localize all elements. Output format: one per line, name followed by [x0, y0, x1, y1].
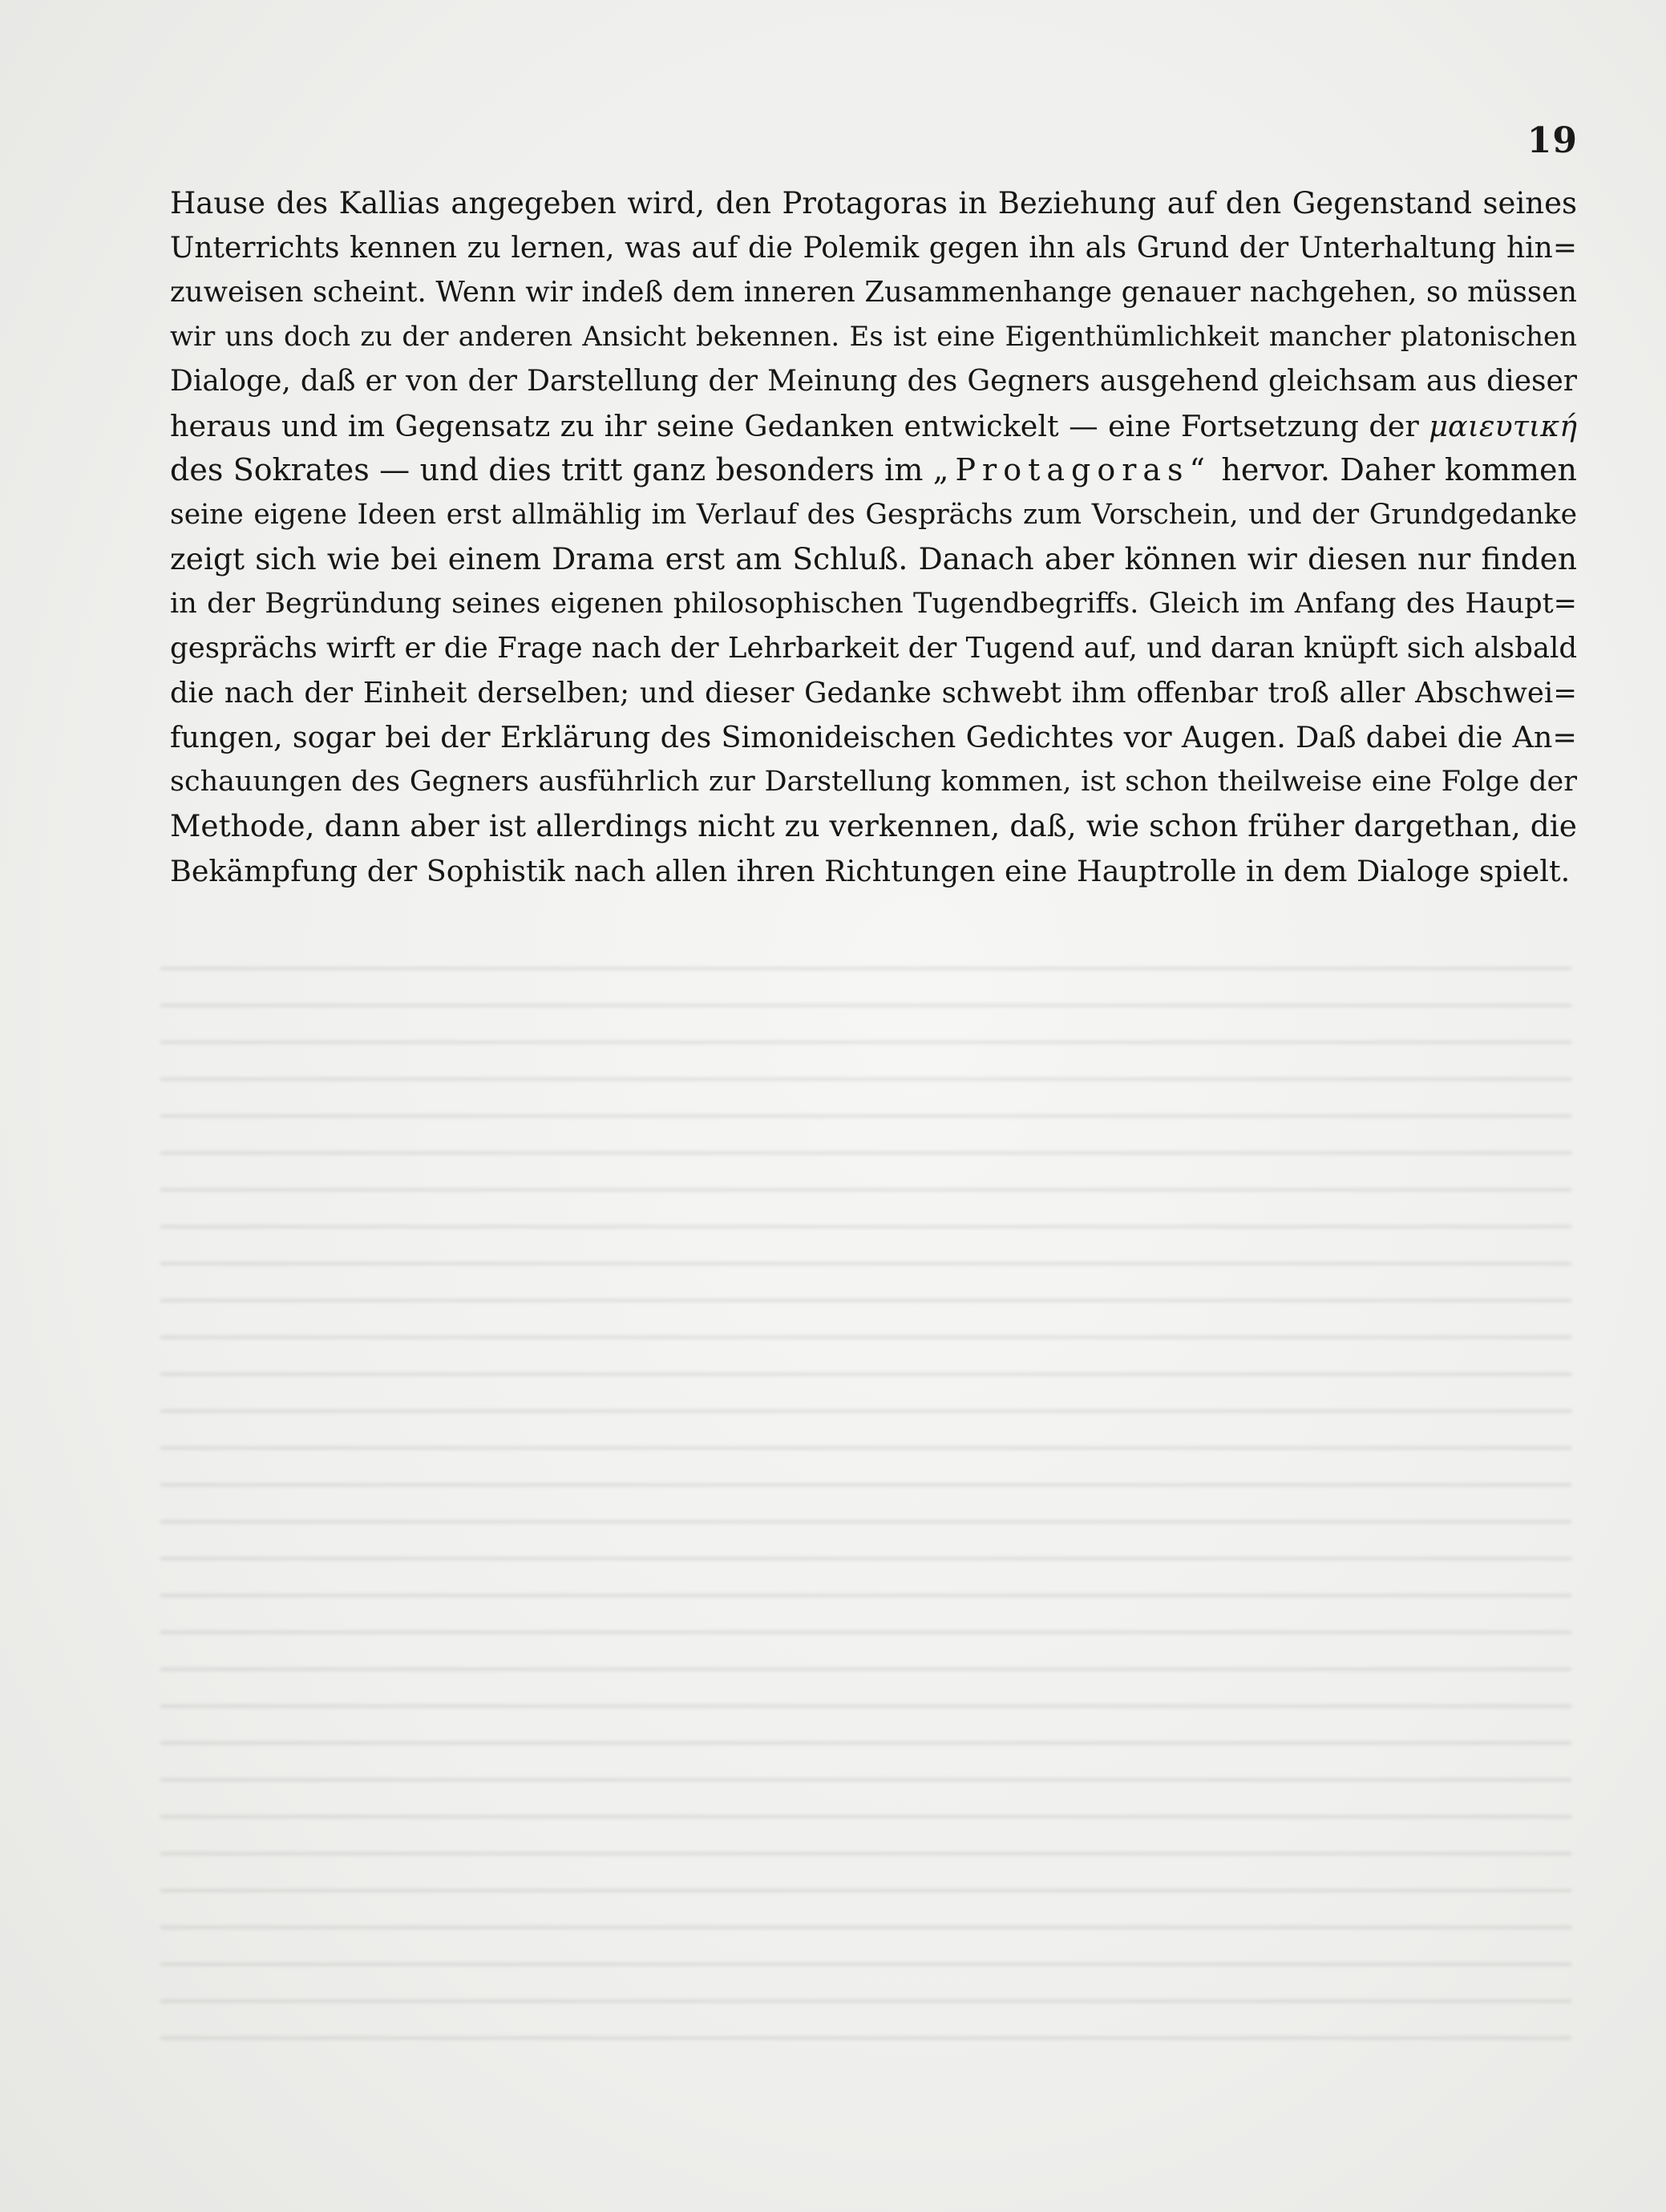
text-line-13: fungen, sogar bei der Erklärung des Simonideischen Gedichtes vor Augen. Daß dabei die An= — [170, 720, 1577, 754]
text-line-4: wir uns doch zu der anderen Ansicht bekennen. Es ist eine Eigenthümlichkeit mancher platonischen — [170, 320, 1577, 353]
page-number: 19 — [1526, 120, 1578, 161]
text-line-10: in der Begründung seines eigenen philosophischen Tugendbegriffs. Gleich im Anfang des Haupt= — [170, 587, 1577, 620]
text-line-8: seine eigene Ideen erst allmählig im Verlauf des Gesprächs zum Vorschein, und der Grundgedanke — [170, 498, 1577, 531]
text-line-12: die nach der Einheit derselben; und dieser Gedanke schwebt ihm offenbar troß aller Abschwei= — [170, 676, 1577, 710]
greek-term: μαιευτική — [1429, 408, 1577, 443]
text-line-11: gesprächs wirft er die Frage nach der Lehrbarkeit der Tugend auf, und daran knüpft sich alsbald — [170, 632, 1577, 665]
text-line-15: Methode, dann aber ist allerdings nicht zu verkennen, daß, wie schon früher dargethan, die — [170, 808, 1577, 843]
text-line-16: Bekämpfung der Sophistik nach allen ihren Richtungen eine Hauptrolle in dem Dialoge spielt. — [170, 853, 1571, 888]
dialogue-title: „Protagoras“ — [932, 452, 1211, 487]
text-line-2: Unterrichts kennen zu lernen, was auf die Polemik gegen ihn als Grund der Unterhaltung hin= — [170, 231, 1577, 265]
text-line-7 — [170, 448, 1577, 493]
text-line-7-main: des Sokrates — und dies tritt ganz besonders im — [170, 452, 924, 487]
text-line-6-main: heraus und im Gegensatz zu ihr seine Gedanken entwickelt — eine Fortsetzung der — [170, 408, 1419, 443]
text-line-5: Dialoge, daß er von der Darstellung der Meinung des Gegners ausgehend gleichsam aus dieser — [170, 365, 1577, 398]
text-line-3: zuweisen scheint. Wenn wir indeß dem inneren Zusammenhange genauer nachgehen, so müssen — [170, 276, 1577, 309]
reverse-side-bleed-through — [160, 946, 1571, 2052]
text-line-14: schauungen des Gegners ausführlich zur Darstellung kommen, ist schon theilweise eine Folge der — [170, 765, 1577, 798]
text-line-1: Hause des Kallias angegeben wird, den Protagoras in Beziehung auf den Gegenstand seines — [170, 186, 1577, 220]
body-paragraph — [170, 181, 1577, 893]
text-line-7-tail: hervor. Daher kommen — [1221, 452, 1577, 487]
text-line-6 — [170, 404, 1577, 449]
text-line-9: zeigt sich wie bei einem Drama erst am Schluß. Danach aber können wir diesen nur finden — [170, 541, 1577, 576]
